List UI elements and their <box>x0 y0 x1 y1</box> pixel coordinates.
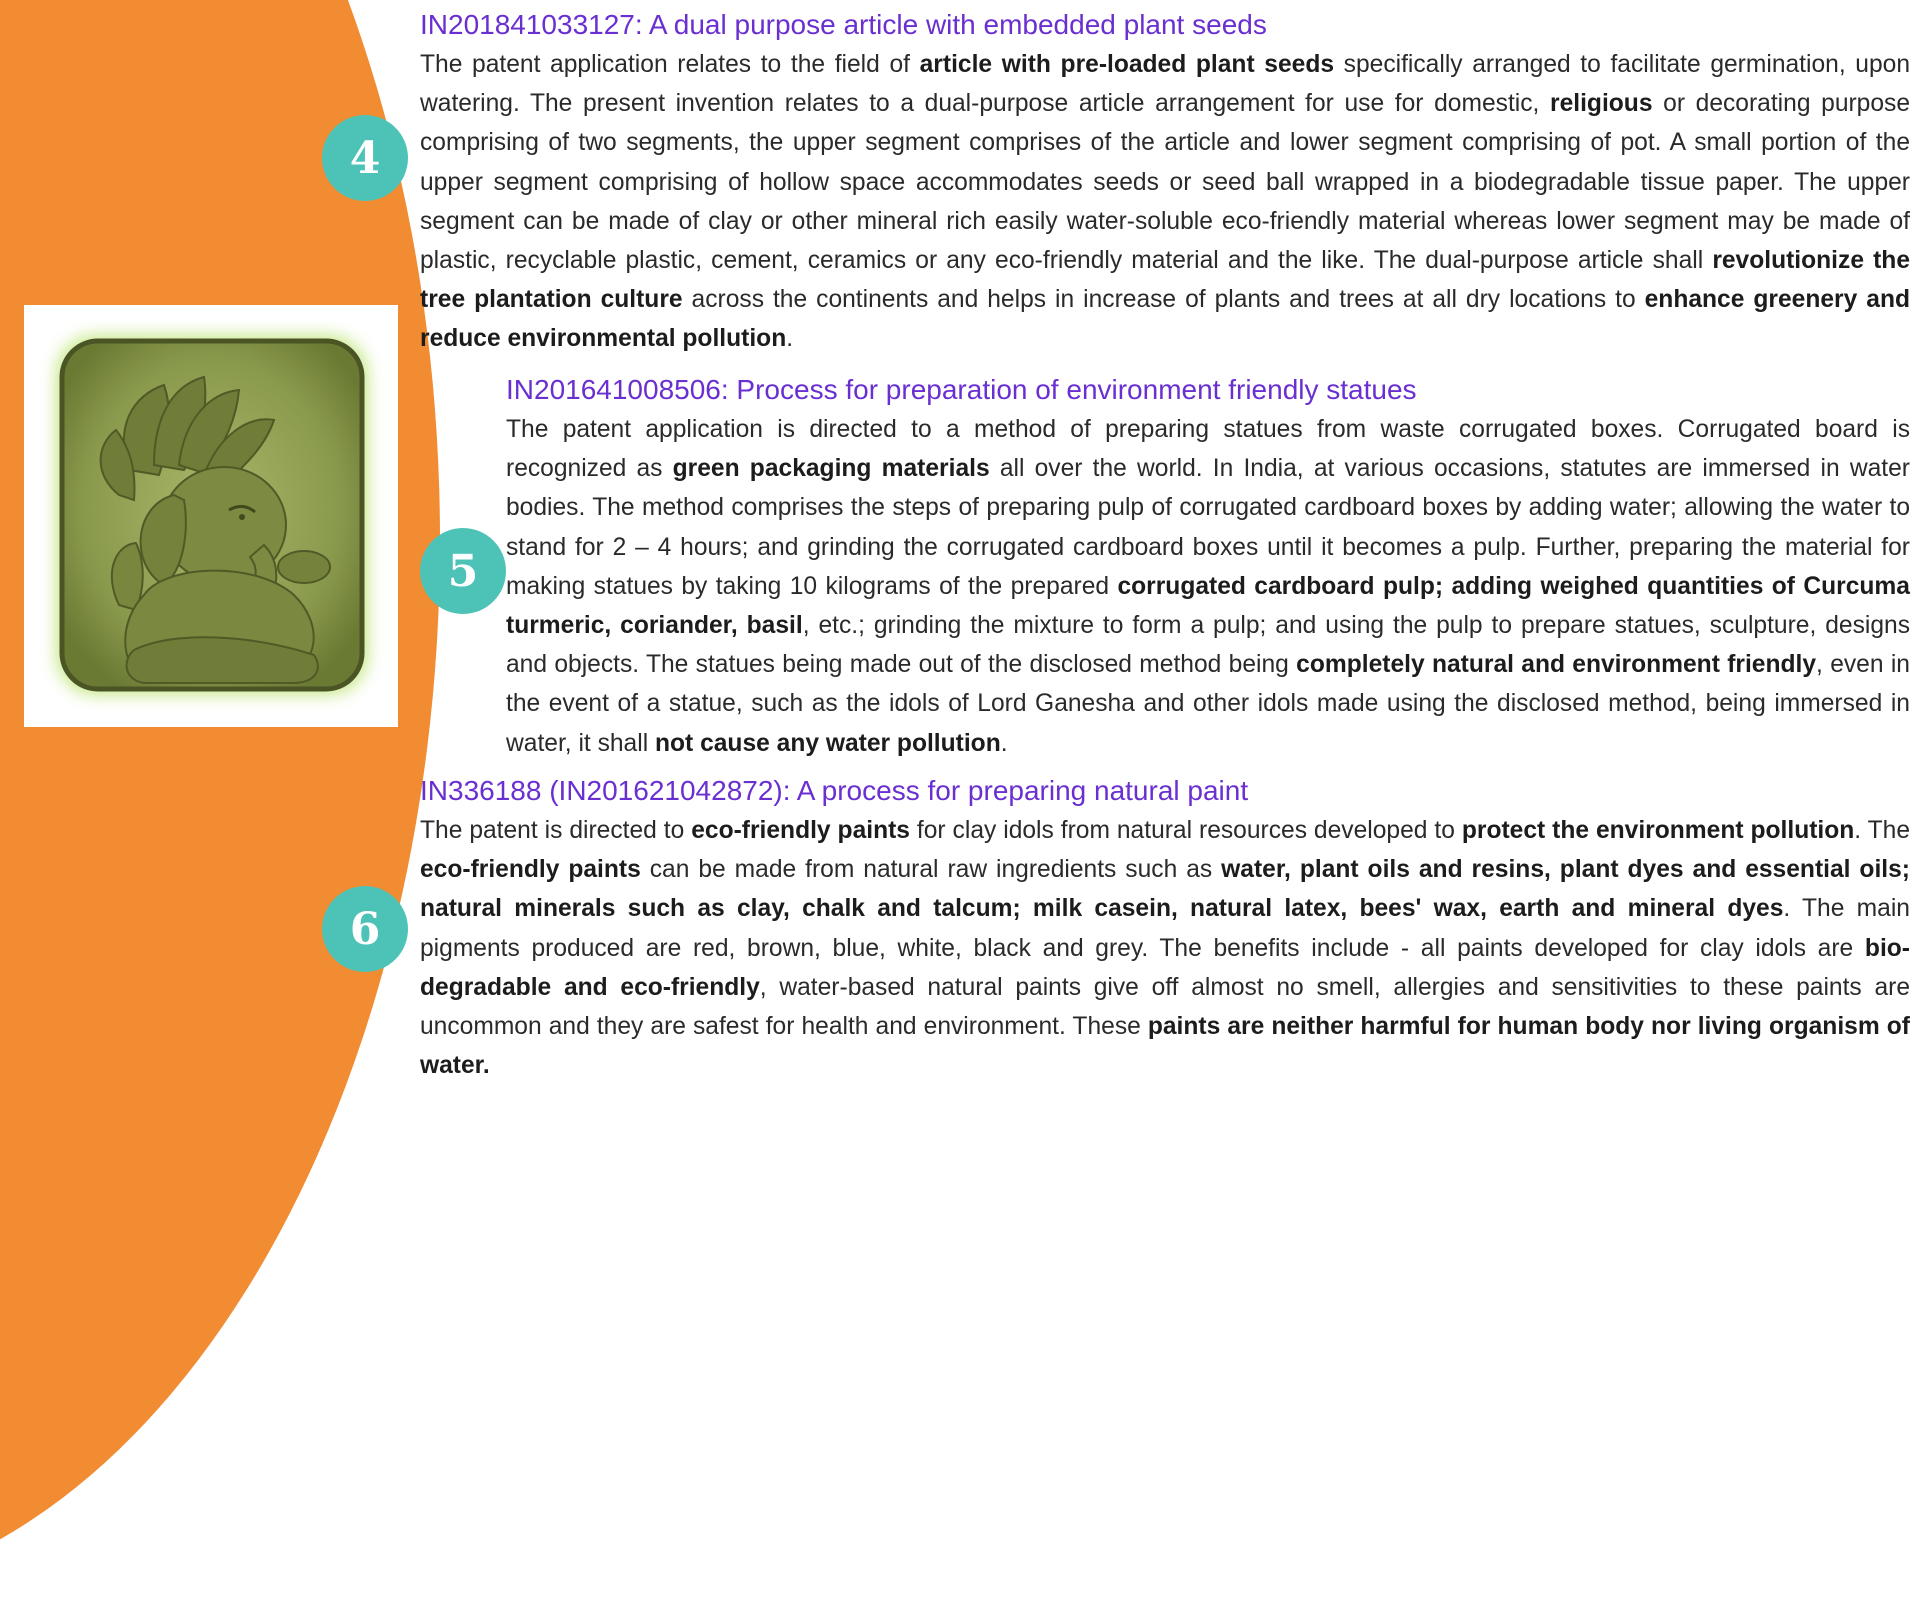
section-number-badge-6 <box>322 886 408 972</box>
patent-title: IN201841033127: A dual purpose article with embedded plant seeds <box>420 9 1267 40</box>
badge-number: 4 <box>349 132 381 184</box>
text-run: , water-based natural paints give off almost no smell, allergies and sensitivities to these paints are uncommon and they are safest for health and environment. These <box>420 973 1911 1041</box>
bold-text-run: completely natural and environment friendly <box>1296 651 1817 679</box>
bold-text-run: not cause any water pollution <box>655 729 1001 757</box>
patent-description <box>506 410 1910 763</box>
patent-description <box>420 811 1910 1085</box>
bold-text-run: green packaging materials <box>672 455 990 483</box>
text-run: , etc.; grinding the mixture to form a pulp; and using the pulp to prepare statues, sculpture, designs and objects. The statues being made out of the disclosed method being <box>506 612 1910 679</box>
bold-text-run: enhance greenery and reduce environmental pollution <box>420 286 1910 353</box>
section-number-badge-5 <box>420 528 506 614</box>
bold-text-run: water, plant oils and resins, plant dyes and essential oils; natural minerals such as clay, chalk and talcum; milk casein, natural latex, bees' wax, earth and mineral dyes <box>420 856 1910 923</box>
patent-section-5 <box>506 372 1910 763</box>
patent-title: IN336188 (IN201621042872): A process for preparing natural paint <box>420 775 1249 806</box>
bold-text-run: protect the environment pollution <box>1461 817 1855 844</box>
bold-text-run: bio-degradable and eco-friendly <box>420 934 1910 1001</box>
bold-text-run: corrugated cardboard pulp; adding weighed quantities of Curcuma turmeric, coriander, basil <box>506 572 1910 640</box>
bold-text-run: revolutionize the tree plantation culture <box>420 247 1911 314</box>
text-run: The patent application relates to the field of <box>420 51 920 78</box>
badge-number: 6 <box>349 903 381 955</box>
text-run: can be made from natural raw ingredients such as <box>640 856 1222 884</box>
text-run: for clay idols from natural resources developed to <box>909 817 1462 844</box>
bold-text-run: eco-friendly paints <box>691 817 910 844</box>
bold-text-run: paints are neither harmful for human body nor living organism of water. <box>420 1013 1910 1080</box>
text-run: specifically arranged to facilitate germination, upon watering. The present invention relates to a dual-purpose article arrangement for use for domestic, <box>420 51 1911 118</box>
orange-arc-decoration <box>0 0 440 1600</box>
badge-number: 5 <box>447 545 479 597</box>
bold-text-run: religious <box>1550 90 1653 118</box>
text-run: or decorating purpose comprising of two segments, the upper segment comprises of the article and lower segment comprising of pot. A small portion of the upper segment comprising of hollow space accommodates seeds or seed ball wrapped in a biodegradable tissue paper. The upper segment can be made of clay or other mineral rich easily water-soluble eco-friendly material whereas lower segment may be made of plastic, recyclable plastic, cement, ceramics or any eco-friendly material and the like. The dual-purpose article shall <box>420 90 1911 275</box>
text-run: . <box>786 325 794 353</box>
patent-section-4 <box>420 7 1910 359</box>
text-run: all over the world. In India, at various occasions, statutes are immersed in water bodies. The method comprises the steps of preparing pulp of corrugated cardboard boxes by adding water; allowing the water to stand for 2 – 4 hours; and grinding the corrugated cardboard boxes until it becomes a pulp. Further, preparing the material for making statues by taking 10 kilograms of the prepared <box>506 455 1910 600</box>
ganesha-idol-icon <box>24 305 398 727</box>
bold-text-run: eco-friendly paints <box>420 856 641 884</box>
text-run: . The main pigments produced are red, brown, blue, white, black and grey. The benefits include - all paints developed for clay idols are <box>420 895 1910 962</box>
bold-text-run: article with pre-loaded plant seeds <box>919 51 1335 78</box>
patent-title: IN201641008506: Process for preparation of environment friendly statues <box>506 374 1417 405</box>
patent-description <box>420 45 1910 359</box>
text-run: . <box>1000 729 1008 757</box>
text-run: . The <box>1854 817 1911 844</box>
text-run: across the continents and helps in increase of plants and trees at all dry locations to <box>682 286 1645 314</box>
text-run: The patent is directed to <box>420 817 692 844</box>
ganesha-idol-image <box>24 305 398 727</box>
patent-section-6 <box>420 773 1910 1085</box>
section-number-badge-4 <box>322 115 408 201</box>
text-run: The patent application is directed to a method of preparing statues from waste corrugated boxes. Corrugated board is recognized as <box>506 416 1910 483</box>
text-run: , even in the event of a statue, such as the idols of Lord Ganesha and other idols made using the disclosed method, being immersed in water, it shall <box>506 651 1910 757</box>
